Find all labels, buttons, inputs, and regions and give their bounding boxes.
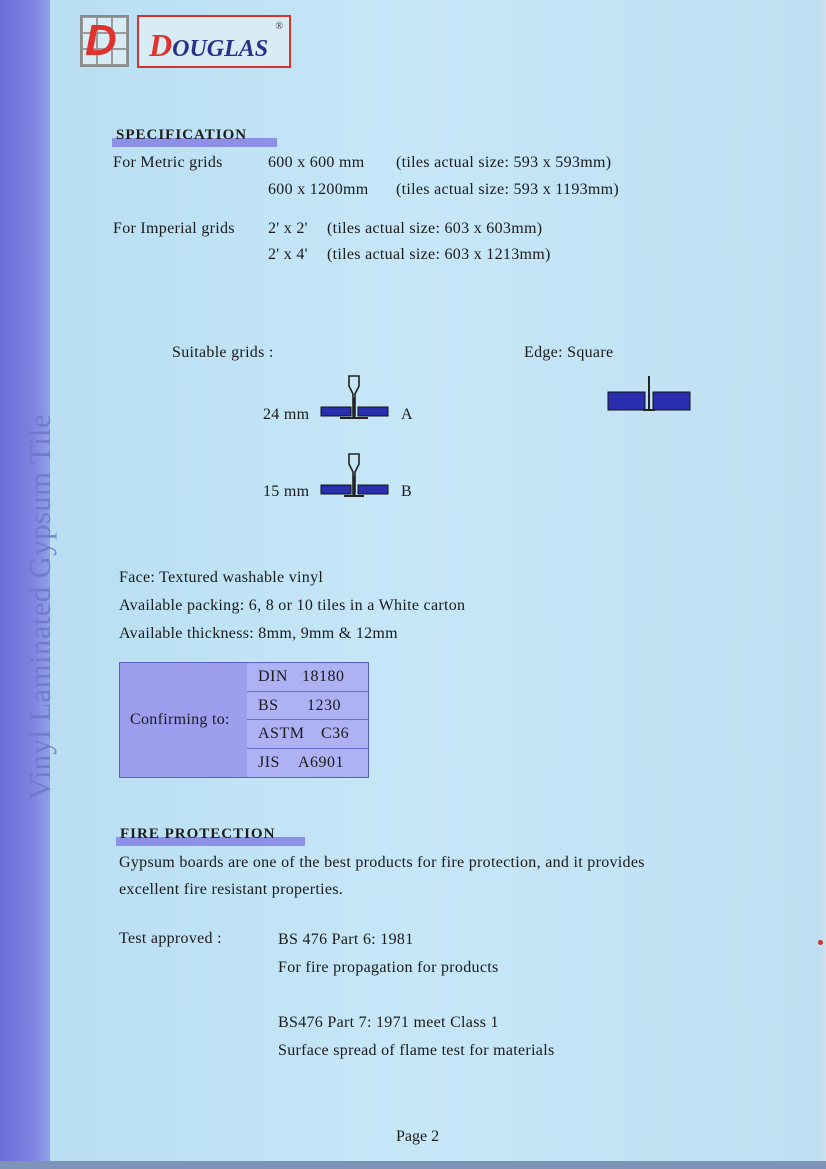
edge-label: Edge: Square [524, 344, 614, 361]
grid-15mm-diagram [320, 452, 390, 504]
fire-text-line-1: Gypsum boards are one of the best products for fire protection, and it provides [119, 854, 645, 871]
table-row [247, 663, 368, 692]
imperial-size-1: 2' x 2' [268, 220, 308, 237]
standard-number: C36 [321, 725, 350, 742]
standard-number: 18180 [302, 668, 345, 685]
registered-mark: ® [275, 21, 283, 32]
brand-logo [137, 15, 291, 68]
logo-letter: D [85, 16, 115, 65]
test-approved-label: Test approved : [119, 930, 222, 947]
brand-name [149, 27, 268, 64]
imperial-size-2: 2' x 4' [268, 246, 308, 263]
table-row [247, 720, 368, 749]
metric-actual-2: (tiles actual size: 593 x 1193mm) [396, 181, 620, 198]
standard-number: A6901 [298, 753, 345, 771]
standard-name: JIS [258, 753, 280, 771]
imperial-actual-2: (tiles actual size: 603 x 1213mm) [327, 246, 551, 263]
fire-text-line-2: excellent fire resistant properties. [119, 881, 344, 898]
page-edge-bottom [0, 1161, 826, 1169]
metric-actual-1: (tiles actual size: 593 x 593mm) [396, 154, 612, 171]
table-row [247, 749, 368, 778]
test-2-description: Surface spread of flame test for materials [278, 1042, 555, 1059]
grid-size-b: 15 mm [263, 483, 310, 500]
confirming-label-cell [120, 663, 248, 777]
square-edge-diagram [607, 376, 693, 414]
packing-text: Available packing: 6, 8 or 10 tiles in a White carton [119, 597, 466, 614]
fire-protection-heading: FIRE PROTECTION [116, 826, 279, 843]
grid-24mm-diagram [320, 374, 390, 426]
test-1-description: For fire propagation for products [278, 959, 499, 976]
print-mark [818, 940, 823, 945]
grid-size-a: 24 mm [263, 406, 310, 423]
metric-label: For Metric grids [113, 154, 223, 171]
suitable-grids-label: Suitable grids : [172, 344, 274, 361]
metric-size-2: 600 x 1200mm [268, 181, 369, 198]
grid-letter-a: A [401, 406, 413, 423]
confirming-label: Confirming to: [130, 711, 230, 728]
metric-size-1: 600 x 600 mm [268, 154, 365, 171]
brand-rest: OUGLAS [172, 36, 269, 62]
face-text: Face: Textured washable vinyl [119, 569, 324, 586]
standard-name: BS [258, 696, 279, 714]
test-1-title: BS 476 Part 6: 1981 [278, 931, 414, 948]
imperial-label: For Imperial grids [113, 220, 235, 237]
imperial-actual-1: (tiles actual size: 603 x 603mm) [327, 220, 543, 237]
confirming-table [119, 662, 369, 778]
thickness-text: Available thickness: 8mm, 9mm & 12mm [119, 625, 398, 642]
brand-initial: D [149, 27, 173, 63]
table-row [247, 692, 368, 721]
page-edge-right [818, 0, 826, 1169]
test-2-title: BS476 Part 7: 1971 meet Class 1 [278, 1014, 499, 1031]
specification-heading: SPECIFICATION [112, 127, 251, 144]
standard-name: DIN [258, 668, 288, 685]
grid-letter-b: B [401, 483, 412, 500]
standard-number: 1230 [307, 696, 341, 714]
side-title: Vinyl Laminated Gypsum Tile [22, 414, 57, 800]
standard-name: ASTM [258, 725, 305, 742]
page-number: Page 2 [396, 1128, 440, 1145]
